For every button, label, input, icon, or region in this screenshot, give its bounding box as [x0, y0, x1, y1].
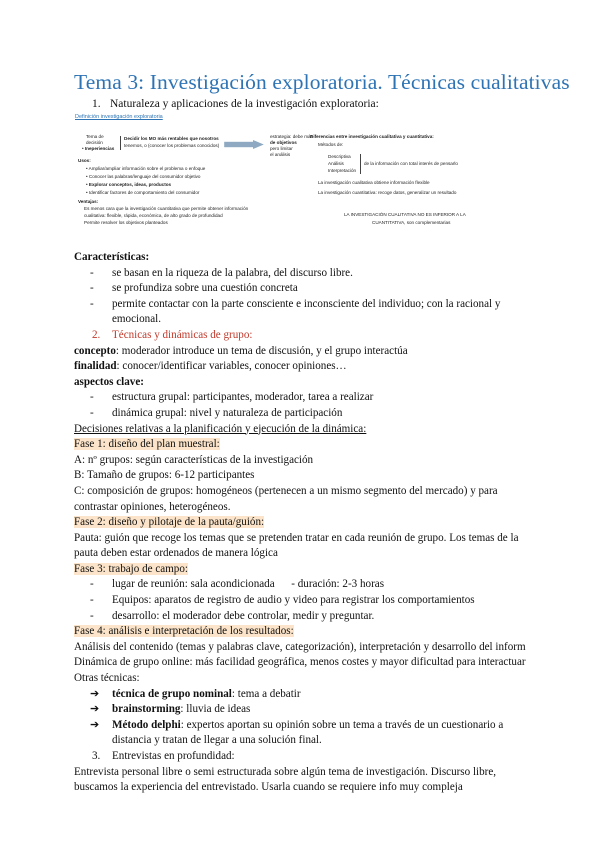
slide-ventaja-item: cualitativa: flexible, rápida, económica, de alto grado de profundidad [84, 213, 223, 218]
list-item: - Equipos: aparatos de registro de audio y video para registrar los comportamientos [90, 594, 475, 607]
slide-left-label: Tema de [86, 134, 104, 139]
list-item-continuation: emocional. [112, 313, 161, 326]
list-item: - desarrollo: el moderador debe controlar, medir y preguntar. [90, 609, 375, 622]
finalidad-line: finalidad: conocer/identificar variables, conocer opiniones… [74, 360, 347, 373]
slide-right-bullet: La investigación cuantitativa: recoge datos, generalizar un resultado [318, 190, 457, 195]
slide-ventajas-label: Ventajas: [78, 199, 99, 204]
document-body [74, 250, 524, 796]
arrow-list-item: ➔ Método delphi: expertos aportan su opinión sobre un tema a través de un cuestionario a [74, 718, 524, 734]
page-title: Tema 3: Investigación exploratoria. Técnicas cualitativas [74, 70, 570, 94]
arrow-icon: ➔ [90, 703, 100, 716]
section-heading-1 [92, 98, 379, 110]
list-item: - permite contactar con la parte consciente e inconsciente del individuo; con la racional y [90, 297, 501, 310]
list-item: - se profundiza sobre una cuestión concreta [90, 282, 298, 295]
entrevista-line: Entrevista personal libre o semi estructurada sobre algún tema de investigación. Discurso libre, [74, 765, 497, 778]
arrow-icon: ➔ [90, 718, 100, 731]
list-item: - dinámica grupal: nivel y naturaleza de participación [90, 406, 343, 419]
slide-right-box-line: el análisis [270, 152, 291, 157]
slide-caps-line: LA INVESTIGACIÓN CUALITATIVA NO ES INFERIOR A LA [344, 212, 466, 217]
slide-right-item: Descriptiva [328, 154, 351, 159]
embedded-slide-image [72, 114, 528, 246]
arrow-list-item-continuation: distancia y tratan de llegar a una solución final. [112, 734, 322, 747]
fase1-item: B: Tamaño de grupos: 6-12 participantes [74, 469, 255, 482]
section-number: 1. [92, 98, 101, 110]
slide-bracket [360, 154, 361, 174]
list-item: - lugar de reunión: sala acondicionada - duración: 2-3 horas [90, 578, 385, 591]
slide-ventaja-item: Permite resolver los objetivos planteados [84, 220, 168, 225]
slide-ventaja-item: Es menos cara que la investigación cuantitativa que permite obtener información [84, 206, 249, 211]
slide-use-item: • Explorar conceptos, ideas, productos [86, 182, 172, 187]
slide-caps-line: CUANTITATIVA, son complementarias [372, 220, 451, 225]
slide-uses-label: Usos: [78, 158, 91, 163]
caracteristicas-heading: Características: [74, 251, 150, 263]
arrow-list-item: ➔ técnica de grupo nominal: tema a debatir [74, 687, 524, 703]
aspectos-heading: aspectos clave: [74, 375, 144, 388]
fase1-item: A: nº grupos: según características de la investigación [74, 453, 314, 466]
slide-right-item: Interpretación [328, 168, 357, 173]
slide-use-item: • Ampliar/ampliar información sobre el problema o enfoque [86, 166, 206, 171]
slide-box-text: Decidir los MO más rentables que nosotros [124, 136, 219, 141]
section-heading-3: 3. Entrevistas en profundidad: [92, 750, 235, 762]
fase1-item-continuation: contrastar opiniones, heterogéneos. [74, 500, 231, 513]
analisis-line: Análisis del contenido (temas y palabras clave, categorización), interpretación y desarrollo del inform [74, 640, 526, 653]
otras-tecnicas-line: Otras técnicas: [74, 672, 140, 685]
slide-left-label: decisión [86, 140, 103, 145]
list-item: - estructura grupal: participantes, moderador, tarea a realizar [90, 391, 374, 404]
arrow-list-item: ➔ brainstorming: lluvia de ideas [74, 702, 524, 718]
slide-left-label: • Ineperiencias [82, 146, 115, 151]
pauta-line: pauta deben estar ordenados de manera lógica [74, 547, 278, 560]
slide-box-subtext: tenemos, o (conocer los problemas conocidos) [124, 143, 220, 148]
fase1-heading: Fase 1: diseño del plan muestral: [74, 438, 220, 451]
entrevista-line: buscamos la experiencia del entrevistado. Usarla cuando se requiere info muy compleja [74, 781, 463, 794]
slide-right-note: de la información con total interés de pensarlo [364, 161, 458, 166]
fase2-heading: Fase 2: diseño y pilotaje de la pauta/guión: [74, 516, 265, 529]
pauta-line: Pauta: guión que recoge los temas que se pretenden tratar en cada reunión de grupo. Los temas de la [74, 531, 519, 544]
slide-right-box-line: de objetivos [270, 140, 297, 145]
decisiones-heading: Decisiones relativas a la planificación y ejecución de la dinámica: [74, 422, 367, 435]
section-text: Naturaleza y aplicaciones de la investigación exploratoria: [110, 98, 379, 110]
slide-right-title: Diferencias entre investigación cualitativa y cuantitativa: [310, 134, 434, 139]
fase3-heading: Fase 3: trabajo de campo: [74, 562, 188, 575]
slide-right-item: Métodos de: [318, 142, 344, 147]
dinamica-online-line: Dinámica de grupo online: más facilidad geográfica, menos costes y mayor dificultad para interactuar [74, 656, 526, 669]
slide-arrow-icon [222, 140, 266, 149]
concepto-line: concepto: moderador introduce un tema de discusión, y el grupo interactúa [74, 344, 408, 357]
slide-bracket [120, 136, 121, 150]
slide-right-bullet: La investigación cualitativa obtiene información flexible [318, 180, 430, 185]
fase4-heading: Fase 4: análisis e interpretación de los resultados: [74, 625, 294, 638]
arrow-icon: ➔ [90, 687, 100, 700]
slide-use-item: • Conocer las palabras/lenguaje del consumidor objetivo [86, 174, 201, 179]
slide-right-box-line: estrategia: debe más [270, 134, 313, 139]
fase1-item: C: composición de grupos: homogéneos (pertenecen a un mismo segmento del mercado) y para [74, 484, 498, 497]
slide-use-item: • Identificar factores de comportamiento del consumidor [86, 190, 200, 195]
list-item: - se basan en la riqueza de la palabra, del discurso libre. [90, 266, 353, 279]
section-heading-2: 2. Técnicas y dinámicas de grupo: [92, 328, 253, 341]
slide-title: Definición investigación exploratoria [75, 114, 163, 120]
slide-right-box-line: pero limitar [270, 146, 293, 151]
slide-right-item: Análisis [328, 161, 344, 166]
